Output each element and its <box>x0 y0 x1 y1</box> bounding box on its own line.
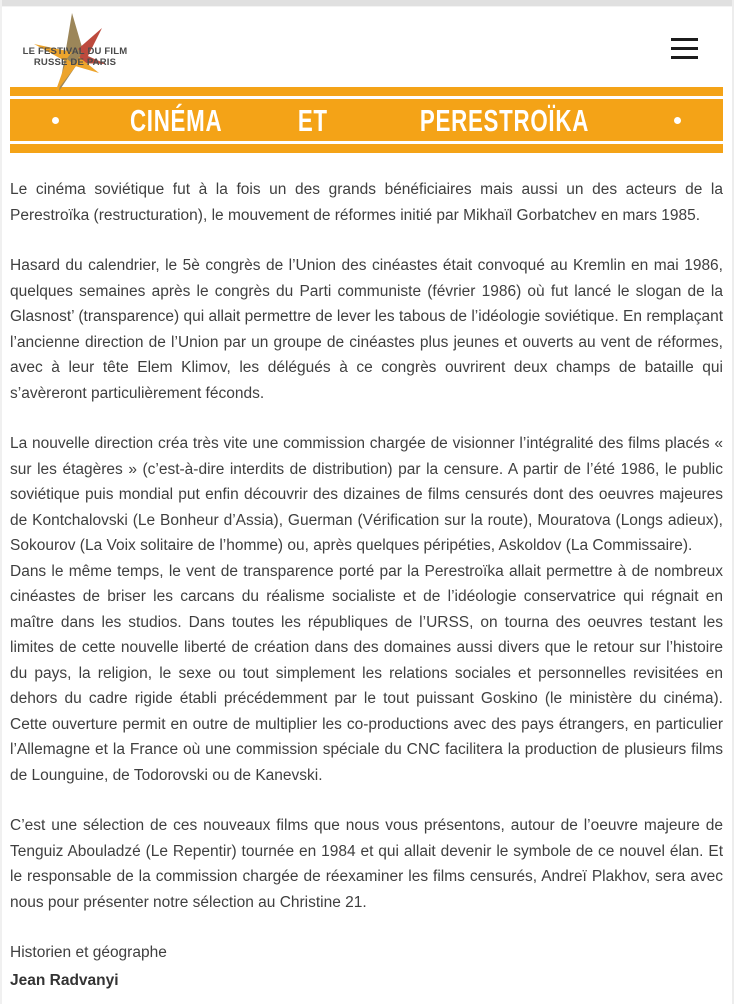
hamburger-menu-button[interactable] <box>671 37 698 60</box>
banner-title-band <box>10 99 723 141</box>
byline-role: Historien et géographe <box>10 944 167 961</box>
banner-dot-icon <box>52 117 59 124</box>
banner-bottom-strip <box>10 144 723 153</box>
article-main <box>0 153 734 993</box>
festival-logo[interactable] <box>22 9 128 93</box>
title-banner <box>10 87 723 153</box>
byline-name: Jean Radvanyi <box>10 971 119 989</box>
logo-line-1: LE FESTIVAL DU FILM <box>22 46 128 57</box>
hamburger-icon <box>671 38 698 41</box>
article-paragraph: La nouvelle direction créa très vite une commission chargée de visionner l’intégralité des films placés « sur les étagères » (c’est-à-dire interdits de distribution) par la censure. A partir de l’été 1986, le public soviétique puis mondial put enfin découvrir des dizaines de films censurés dont des oeuvres majeures de Kontchalovski (Le Bonheur d’Assia), Guerman (Vérification sur la route), Mouratova (Longs adieux), Sokourov (La Voix solitaire de l’homme) ou, après quelques péripéties, Askoldov (La Commissaire). <box>10 435 723 554</box>
site-header <box>0 7 734 87</box>
page-title-word: PERESTROÏKA <box>419 102 589 138</box>
hamburger-icon <box>671 56 698 59</box>
page-title-word: CINÉMA <box>129 102 222 138</box>
top-border-strip <box>0 0 734 7</box>
article-body <box>10 177 723 915</box>
logo-wordmark <box>22 46 128 68</box>
article-paragraph: Le cinéma soviétique fut à la fois un des grands bénéficiaires mais aussi un des acteurs de la Perestroïka (restructuration), le mouvement de réformes initié par Mikhaïl Gorbatchev en mars 1985. <box>10 181 723 224</box>
article-paragraph: Dans le même temps, le vent de transparence porté par la Perestroïka allait permettre à de nombreux cinéastes de briser les carcans du réalisme socialiste et de l’idéologie conservatrice qui régnait en maître dans les studios. Dans toutes les républiques de l’URSS, on tourna des oeuvres testant les limites de cette nouvelle liberté de création dans des domaines aussi divers que le retour sur l’histoire du pays, la religion, le sexe ou tout simplement les relations sociales et personnelles revisitées en dehors du cadre rigide établi précédemment par le tout puissant Goskino (le ministère du cinéma). Cette ouverture permit en outre de multiplier les co-productions avec des pays étrangers, en particulier l’Allemagne et la France où une commission spéciale du CNC facilitera la production de plusieurs films de Lounguine, de Todorovski ou de Kanevski. <box>10 562 723 784</box>
banner-dot-icon <box>674 117 681 124</box>
page-left-edge <box>0 0 2 1004</box>
logo-line-2: RUSSE DE PARIS <box>33 57 117 68</box>
article-paragraph: C’est une sélection de ces nouveaux films que nous vous présentons, autour de l’oeuvre majeure de Tenguiz Abouladzé (Le Repentir) tournée en 1984 et qui allait devenir le symbole de ce nouvel élan. Et le responsable de la commission chargée de réexaminer les films censurés, Andreï Plakhov, sera avec nous pour présenter notre sélection au Christine 21. <box>10 817 723 911</box>
article-paragraph: Hasard du calendrier, le 5è congrès de l’Union des cinéastes était convoqué au Kremlin en mai 1986, quelques semaines après le congrès du Parti communiste (février 1986) où fut lancé le slogan de la Glasnost’ (transparence) qui allait permettre de lever les tabous de l’idéologie soviétique. En remplaçant l’ancienne direction de l’Union par un groupe de cinéastes plus jeunes et ouverts au vent de réformes, avec à leur tête Elem Klimov, les délégués à ce congrès ouvrirent deux champs de bataille qui s’avèreront particulièrement féconds. <box>10 257 723 402</box>
hamburger-icon <box>671 47 698 50</box>
page-title-word: ET <box>298 102 329 138</box>
